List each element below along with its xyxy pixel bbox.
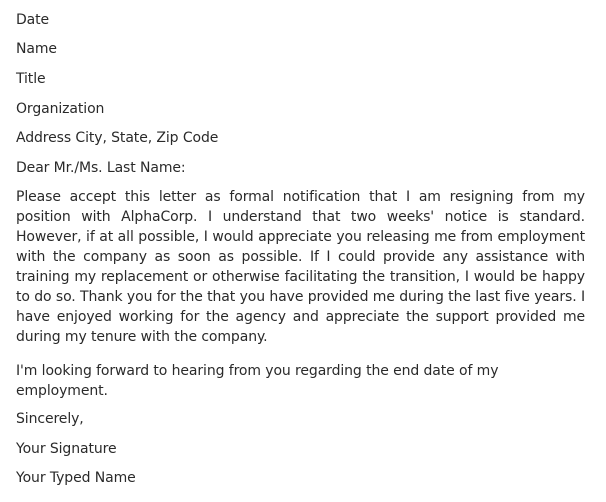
closing-paragraph: I'm looking forward to hearing from you regarding the end date of my employment. — [16, 363, 499, 399]
recipient-title-line: Title — [16, 71, 46, 87]
address-line: Address City, State, Zip Code — [16, 130, 219, 146]
body-paragraph: Please accept this letter as formal notification that I am resigning from my position with AlphaCorp. I understand that two weeks' notice is standard. However, if at all possible, I would appreciate you releasing me from employment with the company as soon as possible. If I could provide any assistance with training my replacement or otherwise facilitating the transition, I would be happy to do so. Thank you for the that you have provided me during the last five years. I have enjoyed working for the agency and appreciate the support provided me during my tenure with the company. — [16, 189, 585, 345]
salutation-line: Dear Mr./Ms. Last Name: — [16, 160, 186, 176]
organization-line: Organization — [16, 101, 105, 117]
signature-line: Your Signature — [16, 441, 117, 457]
typed-name-line: Your Typed Name — [16, 470, 136, 486]
sign-off-line: Sincerely, — [16, 411, 84, 427]
date-line: Date — [16, 12, 50, 28]
recipient-name-line: Name — [16, 41, 57, 57]
